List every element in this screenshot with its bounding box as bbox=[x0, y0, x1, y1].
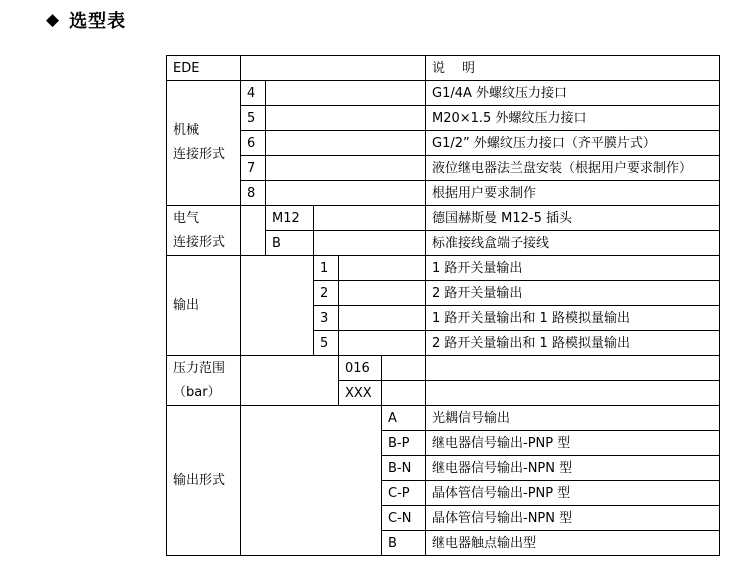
empty-cell bbox=[266, 81, 426, 106]
option-code: C-P bbox=[382, 481, 426, 506]
option-code: 5 bbox=[314, 331, 339, 356]
output-label: 输出 bbox=[167, 256, 241, 356]
option-code: 6 bbox=[241, 131, 266, 156]
empty-cell bbox=[266, 156, 426, 181]
option-desc: 晶体管信号输出-NPN 型 bbox=[426, 506, 720, 531]
model-cell: EDE bbox=[167, 56, 241, 81]
option-desc: 1 路开关量输出 bbox=[426, 256, 720, 281]
option-code: B bbox=[266, 231, 314, 256]
option-code: 8 bbox=[241, 181, 266, 206]
option-code: B-N bbox=[382, 456, 426, 481]
empty-cell bbox=[266, 131, 426, 156]
output-form-label: 输出形式 bbox=[167, 406, 241, 556]
option-desc: 继电器触点输出型 bbox=[426, 531, 720, 556]
selection-table bbox=[166, 55, 720, 556]
option-code: A bbox=[382, 406, 426, 431]
mechanical-row bbox=[167, 81, 720, 106]
empty-cell bbox=[266, 106, 426, 131]
empty-cell bbox=[382, 381, 426, 406]
empty-cell bbox=[266, 181, 426, 206]
empty-cell bbox=[382, 356, 426, 381]
option-code: M12 bbox=[266, 206, 314, 231]
option-code: 7 bbox=[241, 156, 266, 181]
option-desc bbox=[426, 356, 720, 381]
option-code: C-N bbox=[382, 506, 426, 531]
section-heading bbox=[46, 6, 126, 34]
option-desc: G1/2” 外螺纹压力接口（齐平膜片式） bbox=[426, 131, 720, 156]
empty-cell bbox=[241, 56, 426, 81]
empty-cell bbox=[339, 256, 426, 281]
empty-cell bbox=[339, 281, 426, 306]
section-title: 选型表 bbox=[69, 11, 127, 32]
empty-cell bbox=[314, 206, 426, 231]
header-row bbox=[167, 56, 720, 81]
electrical-row bbox=[167, 206, 720, 231]
option-code: B bbox=[382, 531, 426, 556]
option-code: 3 bbox=[314, 306, 339, 331]
option-desc: 1 路开关量输出和 1 路模拟量输出 bbox=[426, 306, 720, 331]
option-desc: 光耦信号输出 bbox=[426, 406, 720, 431]
option-code: 2 bbox=[314, 281, 339, 306]
option-code: B-P bbox=[382, 431, 426, 456]
empty-cell bbox=[339, 331, 426, 356]
option-code: XXX bbox=[339, 381, 382, 406]
option-code: 4 bbox=[241, 81, 266, 106]
option-desc: 根据用户要求制作 bbox=[426, 181, 720, 206]
option-desc: 继电器信号输出-PNP 型 bbox=[426, 431, 720, 456]
option-desc: 液位继电器法兰盘安装（根据用户要求制作） bbox=[426, 156, 720, 181]
mechanical-row bbox=[167, 181, 720, 206]
option-desc: M20×1.5 外螺纹压力接口 bbox=[426, 106, 720, 131]
option-desc: 标准接线盒端子接线 bbox=[426, 231, 720, 256]
empty-cell bbox=[241, 356, 339, 406]
mechanical-row bbox=[167, 156, 720, 181]
option-desc: 2 路开关量输出和 1 路模拟量输出 bbox=[426, 331, 720, 356]
option-code: 5 bbox=[241, 106, 266, 131]
empty-cell bbox=[241, 256, 314, 356]
empty-cell bbox=[339, 306, 426, 331]
empty-cell bbox=[314, 231, 426, 256]
option-desc: 德国赫斯曼 M12-5 插头 bbox=[426, 206, 720, 231]
option-desc bbox=[426, 381, 720, 406]
electrical-label: 电气 连接形式 bbox=[167, 206, 241, 256]
option-code: 016 bbox=[339, 356, 382, 381]
diamond-bullet-icon: ◆ bbox=[46, 9, 60, 30]
pressure-label: 压力范围 （bar） bbox=[167, 356, 241, 406]
option-code: 1 bbox=[314, 256, 339, 281]
option-desc: 晶体管信号输出-PNP 型 bbox=[426, 481, 720, 506]
option-desc: 2 路开关量输出 bbox=[426, 281, 720, 306]
option-desc: G1/4A 外螺纹压力接口 bbox=[426, 81, 720, 106]
pressure-row bbox=[167, 356, 720, 381]
option-desc: 继电器信号输出-NPN 型 bbox=[426, 456, 720, 481]
mechanical-label: 机械 连接形式 bbox=[167, 81, 241, 206]
empty-cell bbox=[241, 406, 382, 556]
mechanical-row bbox=[167, 131, 720, 156]
output-row bbox=[167, 256, 720, 281]
mechanical-row bbox=[167, 106, 720, 131]
description-header: 说 明 bbox=[426, 56, 720, 81]
empty-cell bbox=[241, 206, 266, 256]
output-form-row bbox=[167, 406, 720, 431]
